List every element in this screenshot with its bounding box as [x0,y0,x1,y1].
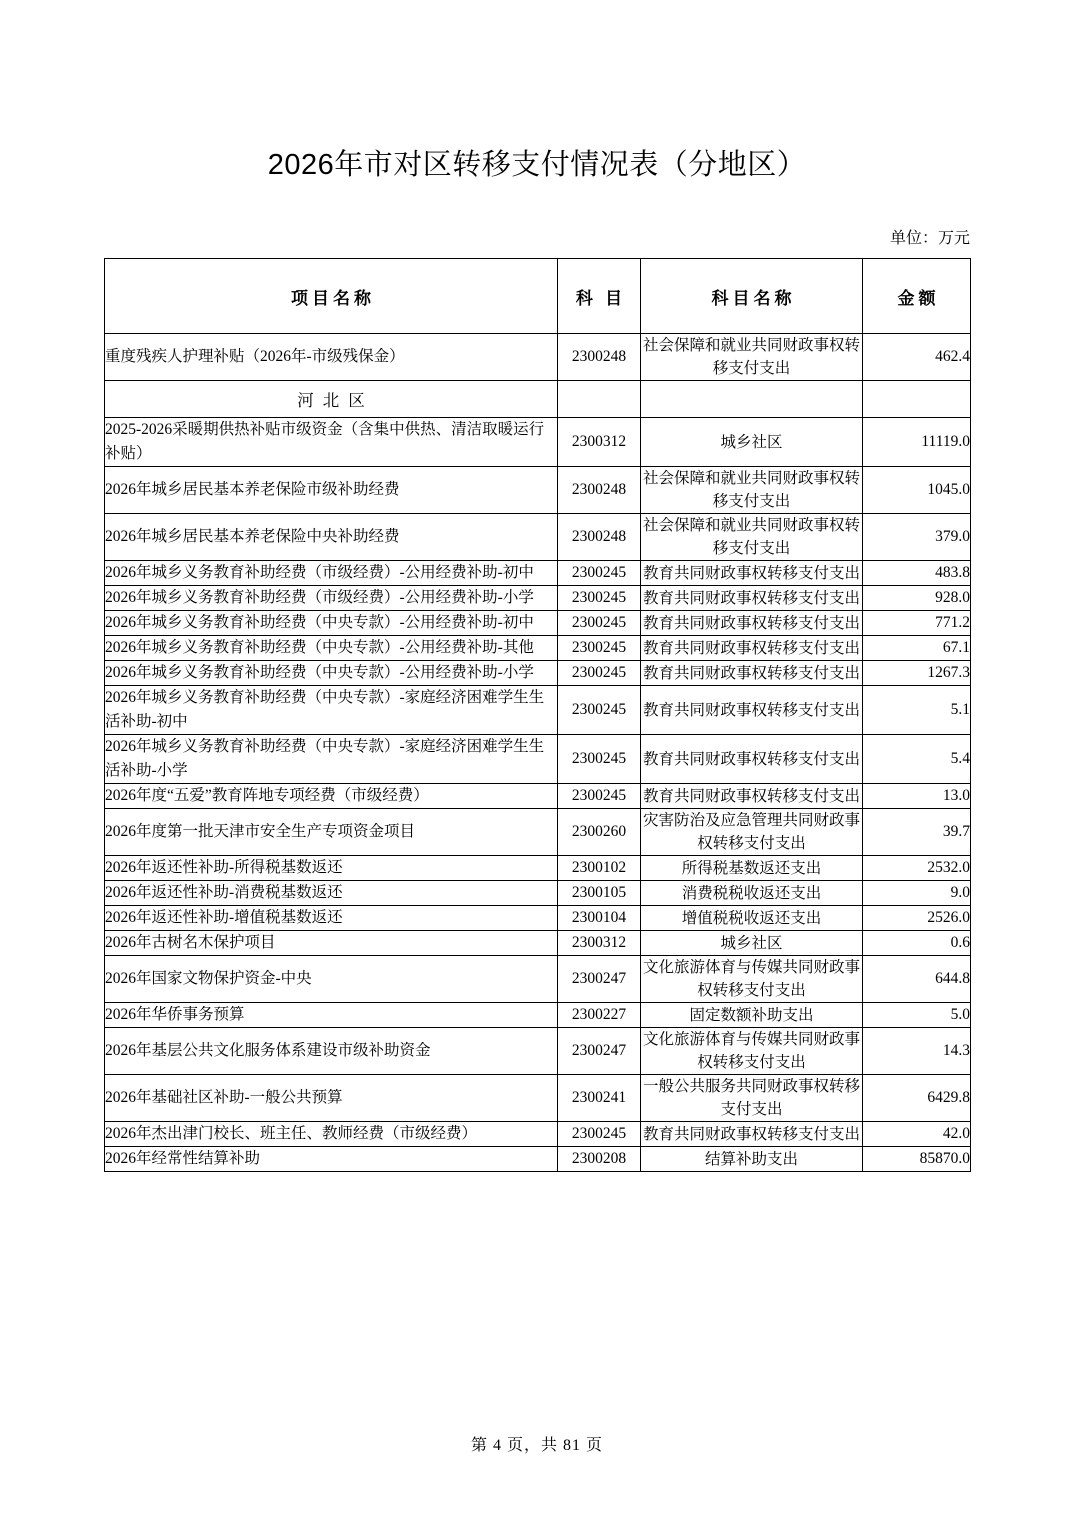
cell-subject-code: 2300245 [558,586,641,611]
cell-project-name: 重度残疾人护理补贴（2026年-市级残保金） [105,334,558,381]
table-body [105,334,971,1172]
cell-subject-name: 教育共同财政事权转移支付支出 [641,735,863,784]
cell-subject-code: 2300245 [558,636,641,661]
region-name: 河北区 [105,381,558,418]
table-row [105,334,971,381]
cell-amount: 14.3 [863,1028,971,1075]
cell-amount: 42.0 [863,1122,971,1147]
table-row [105,809,971,856]
cell-subject-name: 教育共同财政事权转移支付支出 [641,686,863,735]
cell-project-name: 2026年经常性结算补助 [105,1147,558,1172]
transfer-payment-table [104,258,971,1172]
cell-project-name: 2026年城乡义务教育补助经费（中央专款）-公用经费补助-小学 [105,661,558,686]
table-row [105,1147,971,1172]
table-row [105,881,971,906]
cell-amount: 39.7 [863,809,971,856]
cell-subject-code: 2300312 [558,931,641,956]
cell-amount: 483.8 [863,561,971,586]
cell-project-name: 2026年度第一批天津市安全生产专项资金项目 [105,809,558,856]
cell-subject-name: 社会保障和就业共同财政事权转移支付支出 [641,514,863,561]
cell-subject-code: 2300241 [558,1075,641,1122]
cell-amount: 644.8 [863,956,971,1003]
region-empty-amount [863,381,971,418]
table-row [105,1122,971,1147]
table-row [105,514,971,561]
table-row [105,418,971,467]
region-empty-code [558,381,641,418]
cell-amount: 6429.8 [863,1075,971,1122]
cell-amount: 11119.0 [863,418,971,467]
cell-subject-code: 2300104 [558,906,641,931]
table-row [105,956,971,1003]
cell-amount: 1045.0 [863,467,971,514]
table-row [105,784,971,809]
cell-subject-name: 教育共同财政事权转移支付支出 [641,611,863,636]
cell-subject-name: 社会保障和就业共同财政事权转移支付支出 [641,467,863,514]
cell-project-name: 2026年城乡义务教育补助经费（中央专款）-家庭经济困难学生生活补助-初中 [105,686,558,735]
column-header-subject-name: 科目名称 [641,259,863,334]
cell-subject-name: 文化旅游体育与传媒共同财政事权转移支付支出 [641,1028,863,1075]
table-row [105,636,971,661]
cell-project-name: 2026年城乡居民基本养老保险中央补助经费 [105,514,558,561]
cell-subject-name: 一般公共服务共同财政事权转移支付支出 [641,1075,863,1122]
cell-project-name: 2026年度“五爱”教育阵地专项经费（市级经费） [105,784,558,809]
cell-subject-name: 教育共同财政事权转移支付支出 [641,661,863,686]
cell-subject-code: 2300102 [558,856,641,881]
page-footer: 第 4 页，共 81 页 [470,1437,603,1454]
cell-subject-code: 2300248 [558,334,641,381]
cell-project-name: 2026年返还性补助-增值税基数返还 [105,906,558,931]
cell-subject-code: 2300247 [558,956,641,1003]
cell-project-name: 2026年基层公共文化服务体系建设市级补助资金 [105,1028,558,1075]
cell-amount: 13.0 [863,784,971,809]
table-row [105,1075,971,1122]
cell-subject-name: 教育共同财政事权转移支付支出 [641,784,863,809]
cell-project-name: 2026年基础社区补助-一般公共预算 [105,1075,558,1122]
cell-subject-name: 固定数额补助支出 [641,1003,863,1028]
region-empty-subject [641,381,863,418]
cell-project-name: 2026年城乡义务教育补助经费（市级经费）-公用经费补助-小学 [105,586,558,611]
cell-amount: 5.1 [863,686,971,735]
cell-subject-name: 城乡社区 [641,931,863,956]
table-row [105,586,971,611]
cell-subject-code: 2300245 [558,561,641,586]
cell-amount: 5.0 [863,1003,971,1028]
cell-amount: 0.6 [863,931,971,956]
cell-amount: 67.1 [863,636,971,661]
cell-subject-name: 灾害防治及应急管理共同财政事权转移支付支出 [641,809,863,856]
table-row [105,1003,971,1028]
cell-subject-code: 2300247 [558,1028,641,1075]
cell-subject-code: 2300227 [558,1003,641,1028]
cell-subject-name: 所得税基数返还支出 [641,856,863,881]
cell-amount: 771.2 [863,611,971,636]
cell-amount: 85870.0 [863,1147,971,1172]
cell-project-name: 2026年城乡义务教育补助经费（中央专款）-公用经费补助-其他 [105,636,558,661]
cell-subject-name: 教育共同财政事权转移支付支出 [641,561,863,586]
table-row [105,661,971,686]
cell-subject-name: 教育共同财政事权转移支付支出 [641,636,863,661]
table-row [105,1028,971,1075]
table-header-row [105,259,971,334]
cell-subject-code: 2300248 [558,514,641,561]
table-row [105,561,971,586]
cell-project-name: 2026年返还性补助-消费税基数返还 [105,881,558,906]
table-row [105,856,971,881]
cell-amount: 928.0 [863,586,971,611]
transfer-payment-table-wrap [104,258,970,1172]
cell-subject-name: 社会保障和就业共同财政事权转移支付支出 [641,334,863,381]
page-title: 2026年市对区转移支付情况表（分地区） [267,149,807,181]
cell-subject-code: 2300248 [558,467,641,514]
cell-project-name: 2026年国家文物保护资金-中央 [105,956,558,1003]
table-row [105,467,971,514]
cell-amount: 1267.3 [863,661,971,686]
cell-amount: 462.4 [863,334,971,381]
table-row [105,611,971,636]
column-header-amount: 金额 [863,259,971,334]
cell-project-name: 2026年城乡义务教育补助经费（市级经费）-公用经费补助-初中 [105,561,558,586]
cell-subject-name: 增值税税收返还支出 [641,906,863,931]
cell-subject-name: 消费税税收返还支出 [641,881,863,906]
cell-project-name: 2026年城乡义务教育补助经费（中央专款）-公用经费补助-初中 [105,611,558,636]
table-header [105,259,971,334]
cell-project-name: 2026年城乡居民基本养老保险市级补助经费 [105,467,558,514]
cell-subject-code: 2300312 [558,418,641,467]
table-row [105,686,971,735]
cell-project-name: 2026年华侨事务预算 [105,1003,558,1028]
unit-note: 单位：万元 [889,230,970,247]
cell-subject-name: 教育共同财政事权转移支付支出 [641,1122,863,1147]
cell-project-name: 2026年返还性补助-所得税基数返还 [105,856,558,881]
region-header-row [105,381,971,418]
column-header-subject-code: 科 目 [558,259,641,334]
cell-subject-name: 结算补助支出 [641,1147,863,1172]
cell-subject-code: 2300105 [558,881,641,906]
cell-subject-code: 2300260 [558,809,641,856]
cell-subject-name: 教育共同财政事权转移支付支出 [641,586,863,611]
column-header-project-name: 项目名称 [105,259,558,334]
table-row [105,906,971,931]
cell-subject-name: 城乡社区 [641,418,863,467]
cell-subject-code: 2300245 [558,686,641,735]
cell-amount: 2526.0 [863,906,971,931]
table-row [105,735,971,784]
cell-subject-code: 2300245 [558,661,641,686]
cell-amount: 5.4 [863,735,971,784]
cell-project-name: 2026年杰出津门校长、班主任、教师经费（市级经费） [105,1122,558,1147]
cell-subject-code: 2300245 [558,611,641,636]
cell-subject-name: 文化旅游体育与传媒共同财政事权转移支付支出 [641,956,863,1003]
table-row [105,931,971,956]
cell-project-name: 2026年古树名木保护项目 [105,931,558,956]
cell-subject-code: 2300245 [558,1122,641,1147]
cell-subject-code: 2300208 [558,1147,641,1172]
cell-amount: 2532.0 [863,856,971,881]
cell-project-name: 2026年城乡义务教育补助经费（中央专款）-家庭经济困难学生生活补助-小学 [105,735,558,784]
cell-project-name: 2025-2026采暖期供热补贴市级资金（含集中供热、清洁取暖运行补贴） [105,418,558,467]
cell-amount: 379.0 [863,514,971,561]
cell-subject-code: 2300245 [558,735,641,784]
cell-amount: 9.0 [863,881,971,906]
cell-subject-code: 2300245 [558,784,641,809]
